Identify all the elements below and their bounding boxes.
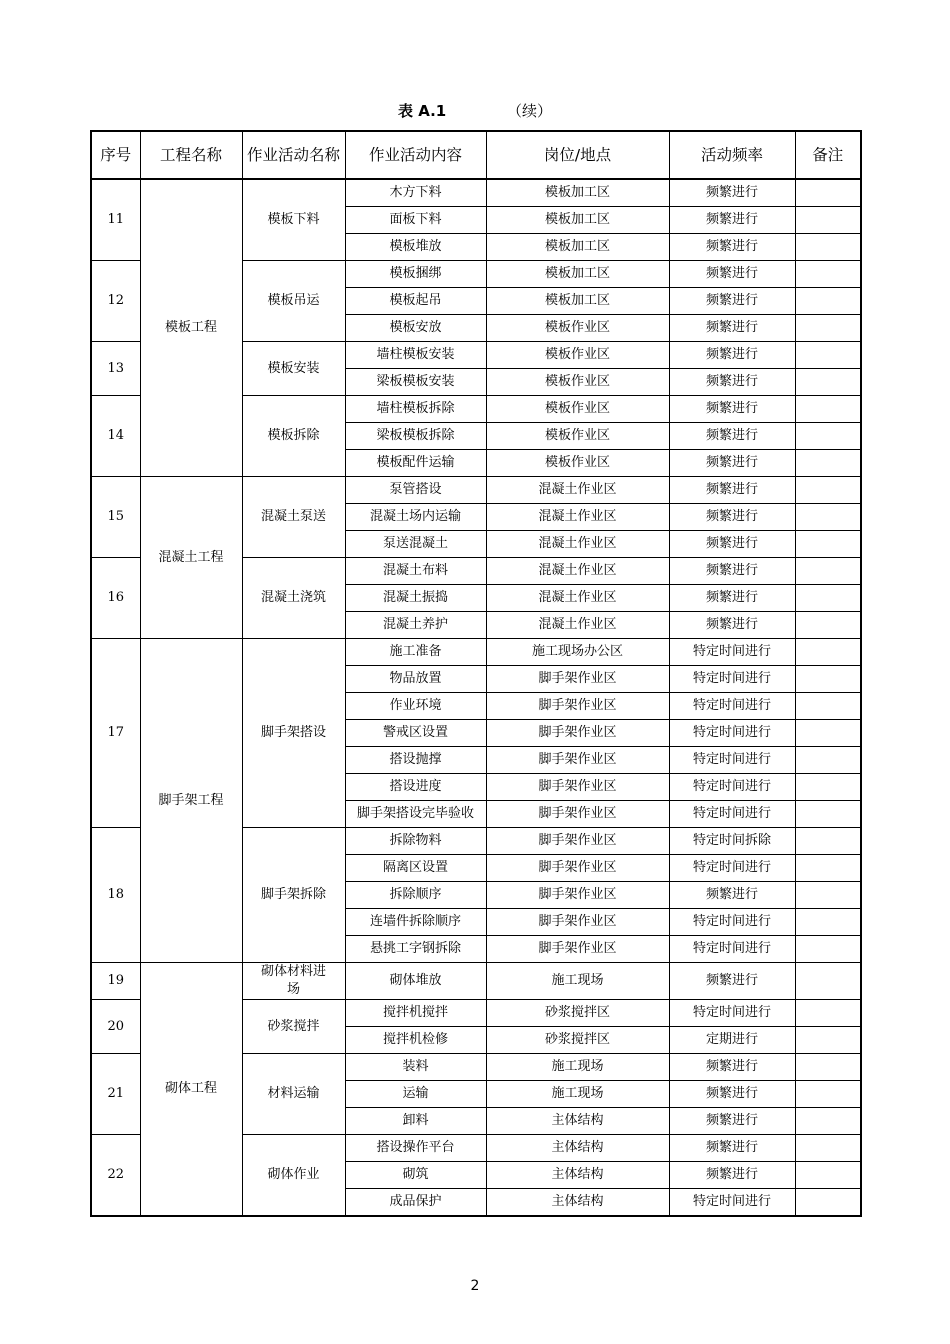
cell-frequency: 定期进行 [669,1027,795,1054]
cell-location: 混凝土作业区 [486,558,669,585]
cell-frequency: 频繁进行 [669,207,795,234]
cell-frequency: 特定时间进行 [669,936,795,963]
cell-remarks [795,423,861,450]
cell-frequency: 频繁进行 [669,369,795,396]
cell-frequency: 频繁进行 [669,963,795,1000]
cell-location: 脚手架作业区 [486,774,669,801]
cell-content: 物品放置 [345,666,486,693]
cell-activity-name: 模板吊运 [242,261,345,342]
cell-content: 模板捆绑 [345,261,486,288]
cell-frequency: 特定时间进行 [669,909,795,936]
cell-frequency: 特定时间进行 [669,720,795,747]
cell-location: 模板作业区 [486,342,669,369]
cell-content: 警戒区设置 [345,720,486,747]
cell-activity-name: 模板下料 [242,179,345,261]
cell-location: 脚手架作业区 [486,801,669,828]
header-frequency: 活动频率 [669,131,795,179]
cell-location: 脚手架作业区 [486,855,669,882]
cell-activity-name: 砌体材料进场 [242,963,345,1000]
cell-remarks [795,1027,861,1054]
cell-remarks [795,612,861,639]
cell-location: 模板作业区 [486,450,669,477]
cell-no: 17 [91,639,140,828]
cell-location: 砂浆搅拌区 [486,1027,669,1054]
cell-location: 模板加工区 [486,288,669,315]
cell-content: 面板下料 [345,207,486,234]
cell-location: 砂浆搅拌区 [486,1000,669,1027]
cell-remarks [795,207,861,234]
table-row [91,963,861,1000]
cell-remarks [795,855,861,882]
cell-location: 模板作业区 [486,423,669,450]
cell-content: 混凝土场内运输 [345,504,486,531]
cell-location: 混凝土作业区 [486,477,669,504]
cell-content: 连墙件拆除顺序 [345,909,486,936]
cell-no: 19 [91,963,140,1000]
cell-location: 主体结构 [486,1135,669,1162]
cell-activity-name: 混凝土浇筑 [242,558,345,639]
cell-remarks [795,315,861,342]
cell-frequency: 频繁进行 [669,450,795,477]
cell-frequency: 特定时间进行 [669,666,795,693]
cell-location: 模板作业区 [486,369,669,396]
cell-content: 拆除顺序 [345,882,486,909]
cell-content: 搭设操作平台 [345,1135,486,1162]
cell-frequency: 特定时间拆除 [669,828,795,855]
cell-remarks [795,909,861,936]
cell-content: 模板配件运输 [345,450,486,477]
cell-remarks [795,1108,861,1135]
cell-activity-name: 混凝土泵送 [242,477,345,558]
cell-no: 12 [91,261,140,342]
cell-frequency: 特定时间进行 [669,639,795,666]
cell-no: 11 [91,179,140,261]
cell-activity-name: 脚手架搭设 [242,639,345,828]
cell-activity-name: 砌体作业 [242,1135,345,1217]
cell-no: 15 [91,477,140,558]
header-activity: 作业活动名称 [242,131,345,179]
cell-frequency: 特定时间进行 [669,855,795,882]
cell-content: 模板起吊 [345,288,486,315]
cell-content: 砌筑 [345,1162,486,1189]
cell-project-name: 砌体工程 [140,963,242,1217]
cell-content: 模板安放 [345,315,486,342]
cell-content: 搭设抛撑 [345,747,486,774]
cell-frequency: 频繁进行 [669,396,795,423]
header-location: 岗位/地点 [486,131,669,179]
cell-frequency: 频繁进行 [669,1162,795,1189]
cell-frequency: 频繁进行 [669,612,795,639]
cell-location: 脚手架作业区 [486,693,669,720]
cell-location: 脚手架作业区 [486,666,669,693]
cell-activity-name: 脚手架拆除 [242,828,345,963]
cell-location: 脚手架作业区 [486,909,669,936]
cell-location: 模板作业区 [486,315,669,342]
cell-content: 混凝土布料 [345,558,486,585]
cell-remarks [795,585,861,612]
cell-location: 主体结构 [486,1162,669,1189]
cell-location: 脚手架作业区 [486,828,669,855]
cell-frequency: 频繁进行 [669,288,795,315]
cell-remarks [795,693,861,720]
header-no: 序号 [91,131,140,179]
cell-content: 施工准备 [345,639,486,666]
cell-content: 梁板模板拆除 [345,423,486,450]
cell-frequency: 特定时间进行 [669,801,795,828]
cell-content: 搅拌机搅拌 [345,1000,486,1027]
cell-frequency: 频繁进行 [669,585,795,612]
cell-frequency: 频繁进行 [669,882,795,909]
cell-remarks [795,828,861,855]
cell-remarks [795,936,861,963]
cell-frequency: 频繁进行 [669,423,795,450]
cell-content: 卸料 [345,1108,486,1135]
cell-location: 混凝土作业区 [486,612,669,639]
cell-content: 隔离区设置 [345,855,486,882]
cell-content: 悬挑工字钢拆除 [345,936,486,963]
cell-remarks [795,288,861,315]
cell-activity-name: 材料运输 [242,1054,345,1135]
cell-content: 混凝土振捣 [345,585,486,612]
cell-content: 混凝土养护 [345,612,486,639]
cell-location: 模板作业区 [486,396,669,423]
cell-frequency: 频繁进行 [669,179,795,207]
cell-project-name: 混凝土工程 [140,477,242,639]
cell-content: 墙柱模板拆除 [345,396,486,423]
cell-no: 20 [91,1000,140,1054]
cell-location: 脚手架作业区 [486,747,669,774]
cell-remarks [795,342,861,369]
cell-location: 主体结构 [486,1189,669,1217]
table-body [91,179,861,1216]
cell-remarks [795,261,861,288]
cell-location: 混凝土作业区 [486,504,669,531]
cell-content: 装料 [345,1054,486,1081]
cell-location: 施工现场 [486,963,669,1000]
table-header-row [91,131,861,179]
cell-remarks [795,747,861,774]
cell-remarks [795,882,861,909]
cell-frequency: 频繁进行 [669,558,795,585]
cell-location: 施工现场办公区 [486,639,669,666]
cell-no: 13 [91,342,140,396]
cell-frequency: 特定时间进行 [669,1000,795,1027]
cell-remarks [795,801,861,828]
table-caption [0,100,950,121]
cell-frequency: 频繁进行 [669,477,795,504]
cell-content: 墙柱模板安装 [345,342,486,369]
cell-remarks [795,234,861,261]
cell-frequency: 频繁进行 [669,315,795,342]
table-row [91,179,861,207]
cell-frequency: 频繁进行 [669,504,795,531]
cell-content: 木方下料 [345,179,486,207]
header-remarks: 备注 [795,131,861,179]
cell-remarks [795,1000,861,1027]
cell-remarks [795,1162,861,1189]
cell-remarks [795,666,861,693]
cell-remarks [795,720,861,747]
cell-frequency: 频繁进行 [669,1081,795,1108]
cell-location: 施工现场 [486,1081,669,1108]
cell-location: 主体结构 [486,1108,669,1135]
cell-remarks [795,1189,861,1217]
cell-project-name: 脚手架工程 [140,639,242,963]
cell-frequency: 频繁进行 [669,1054,795,1081]
cell-location: 模板加工区 [486,179,669,207]
cell-location: 混凝土作业区 [486,585,669,612]
header-content: 作业活动内容 [345,131,486,179]
cell-location: 模板加工区 [486,207,669,234]
cell-content: 泵管搭设 [345,477,486,504]
table-row [91,639,861,666]
cell-no: 22 [91,1135,140,1217]
cell-remarks [795,450,861,477]
cell-remarks [795,504,861,531]
cell-remarks [795,531,861,558]
cell-content: 砌体堆放 [345,963,486,1000]
page-number: 2 [470,1278,480,1294]
cell-no: 18 [91,828,140,963]
cell-remarks [795,774,861,801]
cell-frequency: 特定时间进行 [669,693,795,720]
cell-location: 模板加工区 [486,234,669,261]
cell-activity-name: 砂浆搅拌 [242,1000,345,1054]
header-project: 工程名称 [140,131,242,179]
cell-content: 搭设进度 [345,774,486,801]
cell-location: 脚手架作业区 [486,882,669,909]
cell-location: 模板加工区 [486,261,669,288]
cell-remarks [795,1135,861,1162]
cell-location: 脚手架作业区 [486,720,669,747]
cell-content: 作业环境 [345,693,486,720]
cell-frequency: 频繁进行 [669,261,795,288]
cell-content: 运输 [345,1081,486,1108]
table-title: 表 A.1 [397,102,447,120]
table-continued-label: （续） [507,102,553,120]
cell-frequency: 频繁进行 [669,1135,795,1162]
cell-location: 脚手架作业区 [486,936,669,963]
cell-activity-name: 模板拆除 [242,396,345,477]
table-row [91,477,861,504]
cell-activity-name: 模板安装 [242,342,345,396]
cell-frequency: 频繁进行 [669,234,795,261]
cell-content: 脚手架搭设完毕验收 [345,801,486,828]
cell-location: 混凝土作业区 [486,531,669,558]
cell-project-name: 模板工程 [140,179,242,477]
cell-content: 梁板模板安装 [345,369,486,396]
cell-content: 搅拌机检修 [345,1027,486,1054]
cell-remarks [795,477,861,504]
cell-location: 施工现场 [486,1054,669,1081]
cell-content: 模板堆放 [345,234,486,261]
cell-content: 成品保护 [345,1189,486,1217]
cell-frequency: 特定时间进行 [669,774,795,801]
cell-remarks [795,1081,861,1108]
cell-no: 14 [91,396,140,477]
cell-frequency: 频繁进行 [669,531,795,558]
cell-frequency: 频繁进行 [669,342,795,369]
cell-no: 21 [91,1054,140,1135]
cell-no: 16 [91,558,140,639]
cell-frequency: 特定时间进行 [669,747,795,774]
cell-remarks [795,639,861,666]
cell-content: 泵送混凝土 [345,531,486,558]
cell-remarks [795,396,861,423]
cell-content: 拆除物料 [345,828,486,855]
cell-remarks [795,558,861,585]
cell-remarks [795,369,861,396]
cell-remarks [795,1054,861,1081]
cell-frequency: 频繁进行 [669,1108,795,1135]
activity-table [90,130,862,1217]
cell-remarks [795,179,861,207]
cell-remarks [795,963,861,1000]
cell-frequency: 特定时间进行 [669,1189,795,1217]
